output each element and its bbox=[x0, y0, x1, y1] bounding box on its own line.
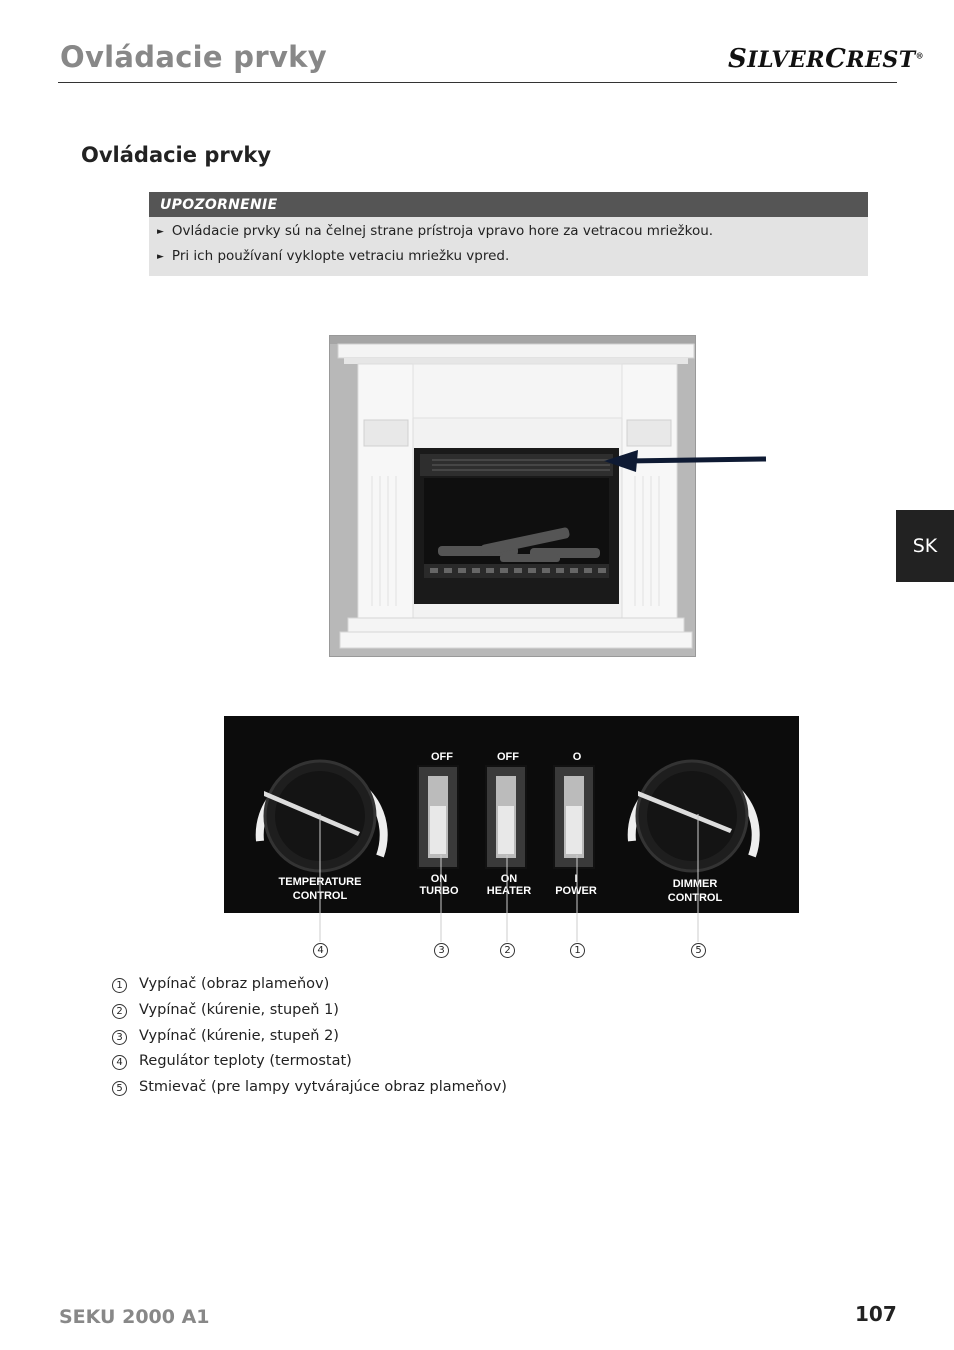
dimmer-label-line2: CONTROL bbox=[667, 892, 723, 904]
legend-number: 5 bbox=[112, 1081, 127, 1096]
dimmer-label-line1: DIMMER bbox=[672, 878, 718, 890]
callout-layer bbox=[224, 800, 799, 965]
page-header-title: Ovládacie prvky bbox=[60, 40, 327, 74]
note-item: ► Ovládacie prvky sú na čelnej strane prístroja vpravo hore za vetracou mriežkou. bbox=[157, 223, 714, 239]
callout-4: 4 bbox=[313, 943, 328, 958]
callout-lines bbox=[224, 800, 799, 965]
callout-3: 3 bbox=[434, 943, 449, 958]
switch-heater-top-label: OFF bbox=[497, 751, 519, 763]
switch-power-top-label: O bbox=[572, 751, 582, 763]
switch-turbo-top-label: OFF bbox=[431, 751, 453, 763]
page-number: 107 bbox=[855, 1302, 897, 1326]
note-item: ► Pri ich používaní vyklopte vetraciu mriežku vpred. bbox=[157, 248, 510, 264]
language-tab: SK bbox=[896, 510, 954, 582]
bullet-triangle-icon: ► bbox=[157, 227, 164, 237]
bullet-triangle-icon: ► bbox=[157, 252, 164, 262]
legend-number: 4 bbox=[112, 1055, 127, 1070]
legend-number: 3 bbox=[112, 1030, 127, 1045]
temperature-label-line1: TEMPERATURE bbox=[278, 876, 362, 888]
temperature-label-line2: CONTROL bbox=[292, 890, 348, 902]
note-box bbox=[149, 192, 868, 276]
note-heading: UPOZORNENIE bbox=[149, 192, 868, 217]
switch-turbo-on-label: ON bbox=[430, 873, 448, 885]
switch-power-on-label: I bbox=[574, 873, 578, 885]
fireplace-photo bbox=[329, 335, 696, 657]
switch-heater-name-label: HEATER bbox=[486, 885, 532, 897]
footer-model: SEKU 2000 A1 bbox=[59, 1306, 210, 1328]
legend-number: 2 bbox=[112, 1004, 127, 1019]
switch-heater-on-label: ON bbox=[500, 873, 518, 885]
header-divider bbox=[58, 82, 897, 83]
callout-1: 1 bbox=[570, 943, 585, 958]
switch-power-name-label: POWER bbox=[555, 885, 597, 897]
pointer-arrow bbox=[600, 448, 770, 476]
section-title: Ovládacie prvky bbox=[81, 143, 272, 167]
callout-2: 2 bbox=[500, 943, 515, 958]
brand-logo: SILVERCREST® bbox=[728, 44, 925, 74]
legend-number: 1 bbox=[112, 978, 127, 993]
switch-turbo-name-label: TURBO bbox=[419, 885, 459, 897]
callout-5: 5 bbox=[691, 943, 706, 958]
